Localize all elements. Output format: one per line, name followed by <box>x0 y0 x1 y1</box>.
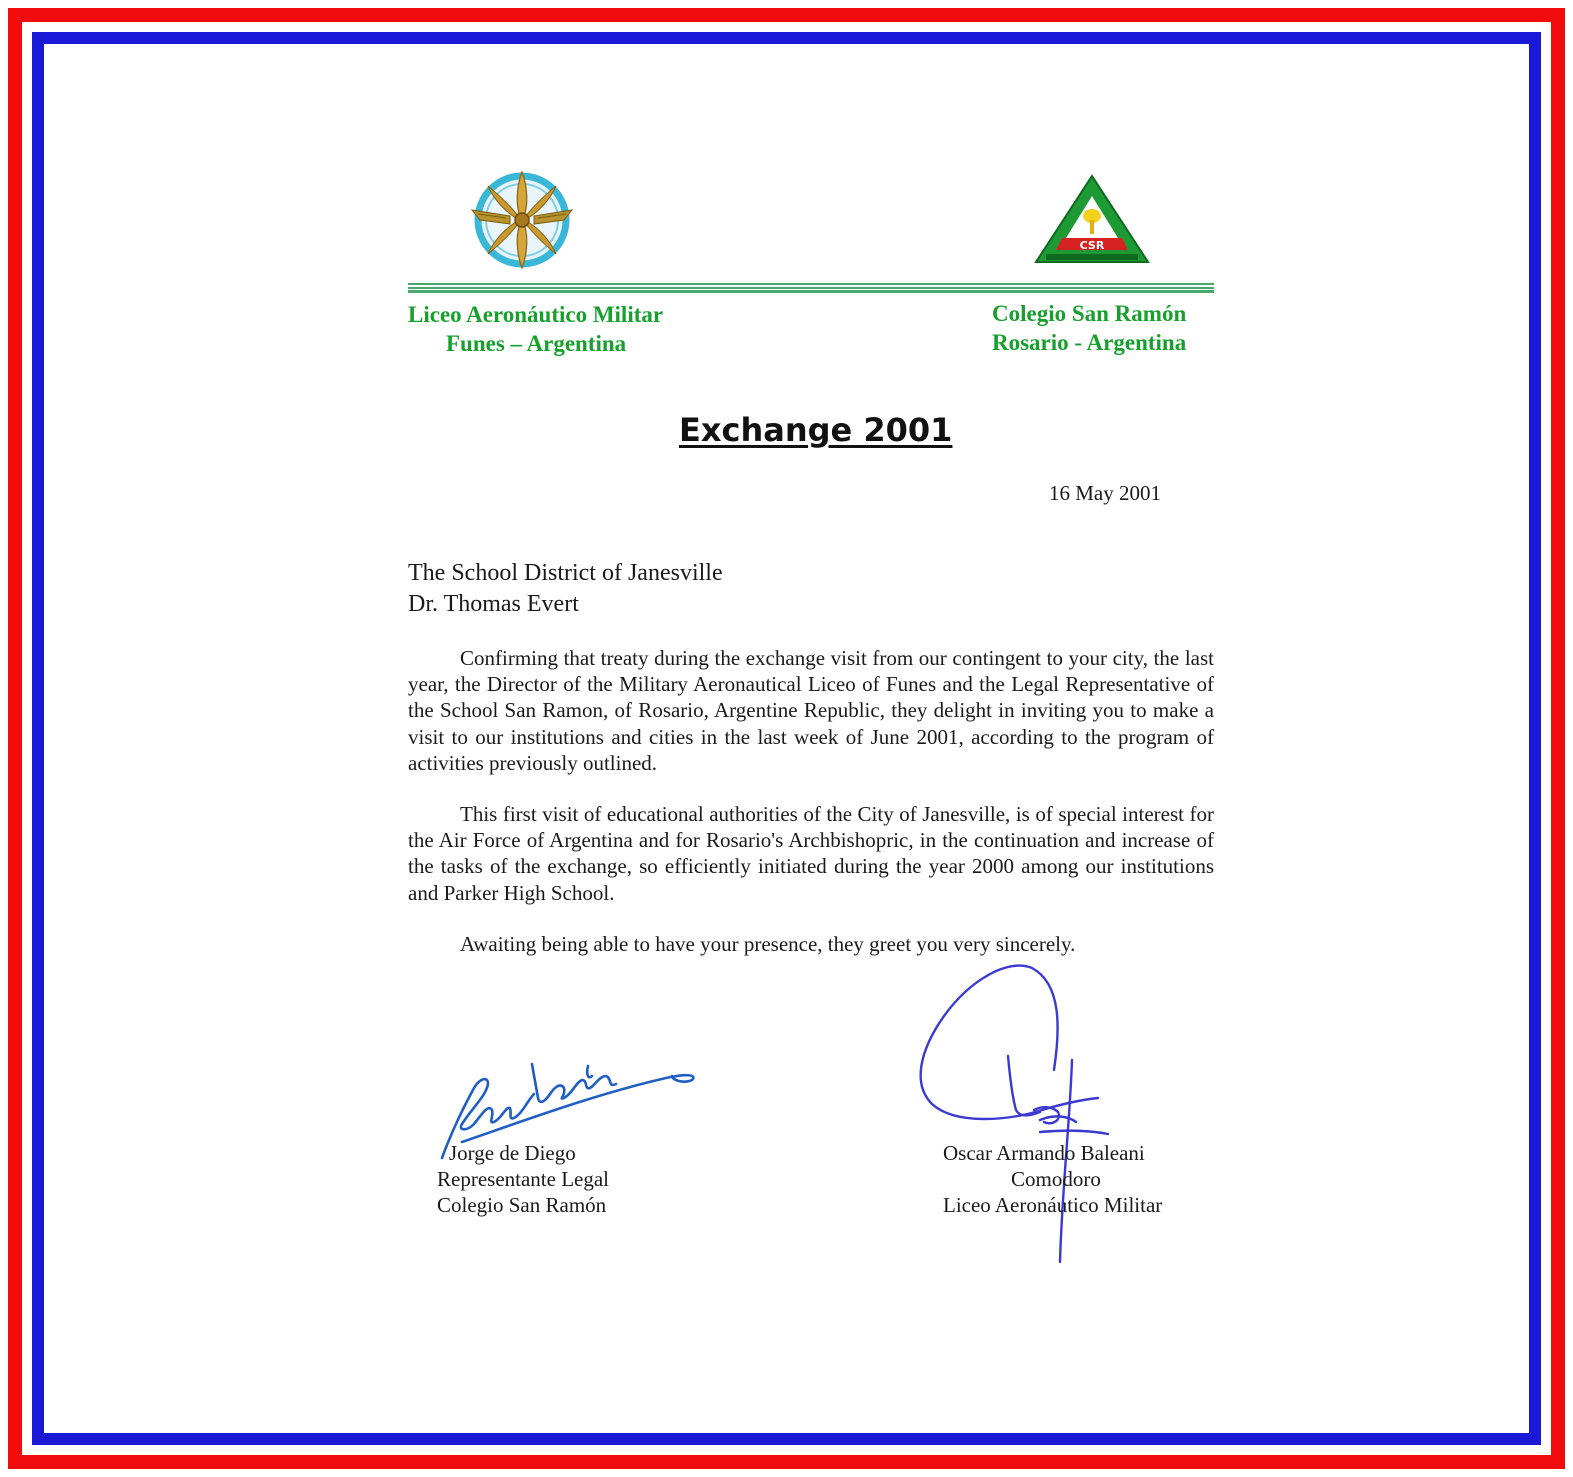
right-org-name: Colegio San Ramón <box>992 301 1187 326</box>
left-org-city: Funes – Argentina <box>446 331 627 356</box>
document-title: Exchange 2001 <box>679 411 953 449</box>
recipient-name: Dr. Thomas Evert <box>408 591 579 617</box>
left-signatory-org: Colegio San Ramón <box>437 1193 607 1217</box>
triangle-tree-emblem-icon <box>1032 172 1152 268</box>
right-signatory-role: Comodoro <box>1011 1167 1101 1191</box>
left-signatory-block <box>437 1140 609 1218</box>
left-org-name: Liceo Aeronáutico Militar <box>408 302 664 327</box>
body-paragraph-3: Awaiting being able to have your presence, they greet you very sincerely. <box>460 932 1076 956</box>
body-paragraph-2: This first visit of educational authorities of the City of Janesville, is of special interest for the Air Force of Argentina and for Rosario's Archbishopric, in the continuation and increase of the tasks of the exchange, so efficiently initiated during the year 2000 among our institutions and Parker High School. <box>408 802 1214 905</box>
right-signatory-org: Liceo Aeronáutico Militar <box>943 1193 1163 1217</box>
body-paragraph-1: Confirming that treaty during the exchange visit from our contingent to your city, the last year, the Director of the Military Aeronautical Liceo of Funes and the Legal Representative of the School San Ramon, of Rosario, Argentine Republic, they delight in inviting you to make a visit to our institutions and cities in the last week of June 2001, according to the program of activities previously outlined. <box>408 646 1214 775</box>
right-signatory-block <box>943 1140 1162 1218</box>
left-signatory-name: Jorge de Diego <box>449 1141 576 1165</box>
propeller-wings-emblem-icon <box>466 166 578 274</box>
letter-date: 16 May 2001 <box>1049 481 1161 505</box>
left-signatory-role: Representante Legal <box>437 1167 609 1191</box>
handwritten-signature-icon <box>912 960 1132 1266</box>
right-org-city: Rosario - Argentina <box>992 330 1187 355</box>
svg-text:CSR: CSR <box>1079 239 1105 252</box>
right-signatory-name: Oscar Armando Baleani <box>943 1141 1145 1165</box>
header-rule <box>408 283 1214 293</box>
recipient-organization: The School District of Janesville <box>408 560 723 586</box>
